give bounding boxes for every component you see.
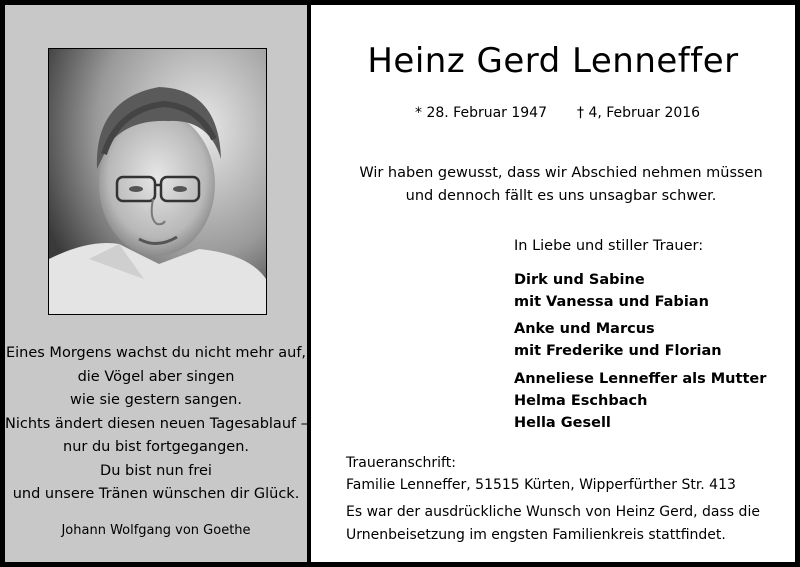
portrait-photo xyxy=(48,48,267,315)
poem-line: wie sie gestern sangen. xyxy=(70,392,242,408)
mourner-line: Hella Gesell xyxy=(514,415,611,431)
deceased-name: Heinz Gerd Lenneffer xyxy=(367,41,739,81)
burial-note xyxy=(346,501,760,547)
mourner-line: Dirk und Sabine xyxy=(514,272,645,288)
portrait-image xyxy=(49,49,266,314)
address-label: Traueranschrift: xyxy=(346,455,456,471)
birth-date: * 28. Februar 1947 xyxy=(415,105,547,121)
mourner-group xyxy=(514,269,709,313)
death-date: † 4, Februar 2016 xyxy=(577,105,701,121)
mourner-group xyxy=(514,368,766,434)
left-panel xyxy=(5,5,307,562)
poem-line: Nichts ändert diesen neuen Tagesablauf – xyxy=(5,415,308,432)
mourner-group xyxy=(514,318,722,362)
right-panel xyxy=(311,5,795,562)
intro-line: und dennoch fällt es uns unsagbar schwer. xyxy=(405,188,717,204)
note-line: Es war der ausdrückliche Wunsch von Heinz Gerd, dass die xyxy=(346,504,760,520)
address-line: Familie Lenneffer, 51515 Kürten, Wipperfürther Str. 413 xyxy=(346,477,736,493)
mourner-line: Helma Eschbach xyxy=(514,393,648,409)
poem-line: und unsere Tränen wünschen dir Glück. xyxy=(12,486,300,502)
intro-line: Wir haben gewusst, dass wir Abschied nehmen müssen xyxy=(359,165,763,181)
mourner-line: mit Frederike und Florian xyxy=(514,343,722,359)
mourning-address xyxy=(346,452,736,496)
poem-line: nur du bist fortgegangen. xyxy=(63,439,249,455)
mourner-line: Anneliese Lenneffer als Mutter xyxy=(514,371,767,387)
mourner-line: Anke und Marcus xyxy=(514,321,655,337)
poem-line: Eines Morgens wachst du nicht mehr auf, xyxy=(5,345,307,361)
poem xyxy=(5,342,307,507)
poem-line: die Vögel aber singen xyxy=(77,368,235,385)
poem-author: Johann Wolfgang von Goethe xyxy=(61,523,251,538)
poem-line: Du bist nun frei xyxy=(100,462,212,479)
mourner-line: mit Vanessa und Fabian xyxy=(514,294,709,310)
intro-text xyxy=(311,162,800,208)
note-line: Urnenbeisetzung im engsten Familienkreis stattfindet. xyxy=(346,527,726,543)
mourning-label: In Liebe und stiller Trauer: xyxy=(514,238,704,254)
